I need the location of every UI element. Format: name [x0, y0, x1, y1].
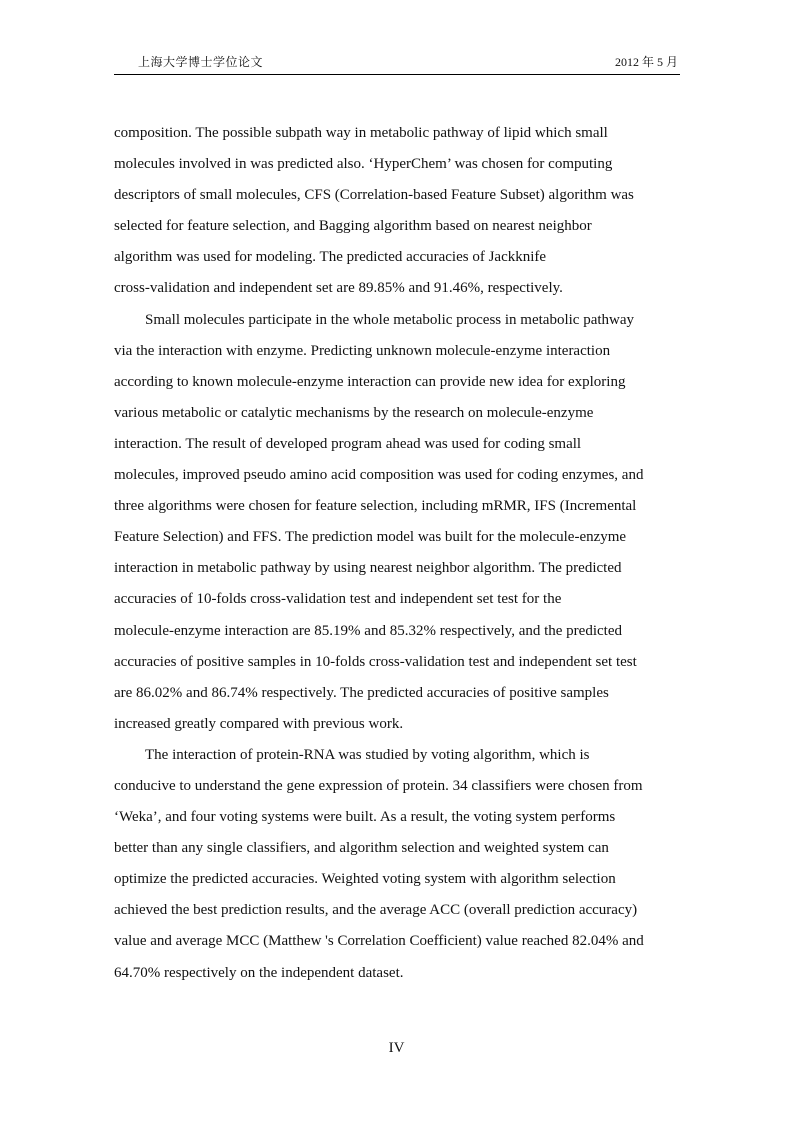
text-line: accuracies of positive samples in 10-folds cross-validation test and independent set test	[114, 653, 637, 670]
text-line: Small molecules participate in the whole metabolic process in metabolic pathway	[145, 311, 635, 328]
text-line: algorithm was used for modeling. The predicted accuracies of Jackknife	[114, 249, 547, 266]
page-header	[114, 54, 680, 75]
text-line: molecules involved in was predicted also. ‘HyperChem’ was chosen for computing	[114, 156, 613, 173]
paragraph-molecule-enzyme	[114, 305, 680, 740]
text-line: interaction in metabolic pathway by using nearest neighbor algorithm. The predicted	[114, 560, 622, 577]
text-line: molecules, improved pseudo amino acid composition was used for coding enzymes, and	[114, 467, 644, 484]
text-line: are 86.02% and 86.74% respectively. The predicted accuracies of positive samples	[114, 684, 609, 701]
text-line: increased greatly compared with previous work.	[114, 715, 404, 732]
page-number: IV	[388, 1040, 405, 1056]
abstract-body	[114, 118, 680, 989]
text-line: descriptors of small molecules, CFS (Correlation-based Feature Subset) algorithm was	[114, 187, 634, 204]
text-line: optimize the predicted accuracies. Weighted voting system with algorithm selection	[114, 871, 616, 888]
text-line: according to known molecule-enzyme interaction can provide new idea for exploring	[114, 373, 626, 390]
text-line: achieved the best prediction results, and the average ACC (overall prediction accuracy)	[114, 902, 638, 919]
text-line: various metabolic or catalytic mechanisms by the research on molecule-enzyme	[114, 404, 594, 421]
text-line: The interaction of protein-RNA was studied by voting algorithm, which is	[145, 746, 590, 763]
text-line: value and average MCC (Matthew 's Correlation Coefficient) value reached 82.04% and	[114, 933, 644, 950]
paragraph-lipid-pathway	[114, 118, 680, 305]
text-line: selected for feature selection, and Bagging algorithm based on nearest neighbor	[114, 218, 592, 235]
text-line: three algorithms were chosen for feature selection, including mRMR, IFS (Incremental	[114, 498, 637, 515]
text-line: interaction. The result of developed program ahead was used for coding small	[114, 435, 582, 452]
text-line: molecule-enzyme interaction are 85.19% and 85.32% respectively, and the predicted	[114, 622, 622, 639]
text-line: conducive to understand the gene expression of protein. 34 classifiers were chosen from	[114, 777, 643, 794]
text-line: accuracies of 10-folds cross-validation test and independent set test for the	[114, 591, 562, 608]
text-line: better than any single classifiers, and algorithm selection and weighted system can	[114, 840, 609, 857]
text-line: composition. The possible subpath way in metabolic pathway of lipid which small	[114, 125, 608, 141]
paragraph-protein-rna	[114, 740, 680, 989]
thesis-title-header: 上海大学博士学位论文	[138, 55, 264, 69]
text-line: via the interaction with enzyme. Predicting unknown molecule-enzyme interaction	[114, 342, 611, 359]
text-line: ‘Weka’, and four voting systems were built. As a result, the voting system performs	[114, 809, 616, 826]
date-header: 2012 年 5 月	[614, 55, 678, 69]
text-line: Feature Selection) and FFS. The prediction model was built for the molecule-enzyme	[114, 529, 627, 546]
text-line: cross-validation and independent set are 89.85% and 91.46%, respectively.	[114, 280, 563, 297]
text-line: 64.70% respectively on the independent dataset.	[114, 964, 404, 981]
